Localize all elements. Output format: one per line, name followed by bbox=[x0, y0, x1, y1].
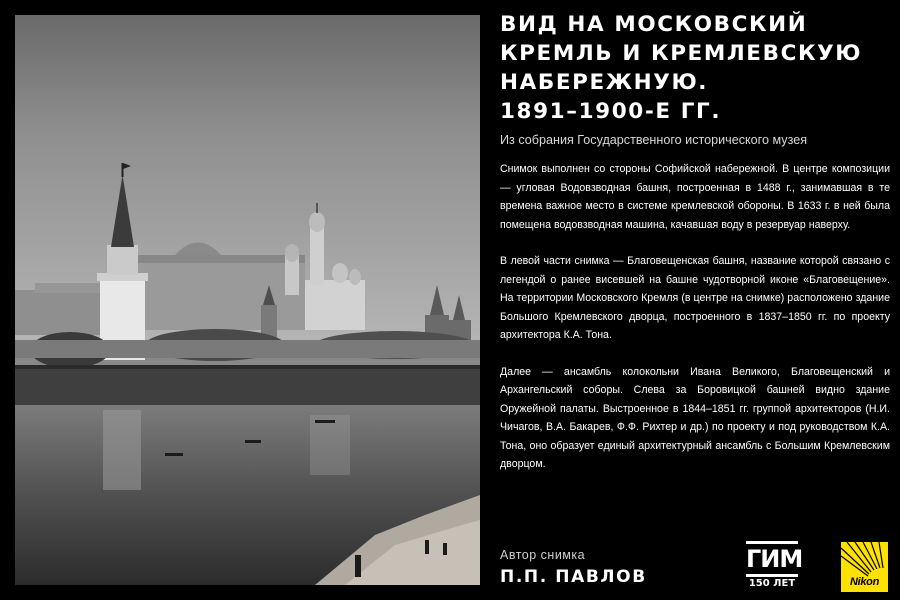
gim-logo-subtext: 150 ЛЕТ bbox=[748, 578, 796, 589]
nikon-logo-text: Nikon bbox=[849, 576, 880, 588]
title-line: ВИД НА МОСКОВСКИЙ bbox=[500, 12, 808, 37]
photo-author-label: Автор снимка bbox=[500, 548, 586, 562]
description-paragraph: В левой части снимка — Благовещенская башня, название которой связано с легендой о ранее висевшей на башне чудотворной иконе «Благовещение». На территории Московского Кремля (в центре на снимке) расположено здание Большого Кремлевского дворца, построенного в 1837–1850 гг. по проекту архитектора К.А. Тона. bbox=[500, 255, 890, 341]
photo-author-name: П.П. ПАВЛОВ bbox=[500, 567, 647, 587]
title-line: КРЕМЛЬ И КРЕМЛЕВСКУЮ bbox=[500, 41, 863, 66]
caption-panel bbox=[500, 10, 890, 590]
description-paragraph: Снимок выполнен со стороны Софийской набережной. В центре композиции — угловая Водовзводная башня, построенная в 1488 г., занимавшая в те времена важное место в системе кремлевской обороны. В 1633 г. в ней была помещена водовзводная машина, качавшая воду в резервуар наверху. bbox=[500, 163, 890, 231]
title-line: 1891–1900-Е ГГ. bbox=[500, 99, 722, 124]
title-line: НАБЕРЕЖНУЮ. bbox=[500, 70, 709, 95]
kremlin-photograph bbox=[15, 15, 480, 585]
gim-150-logo bbox=[746, 541, 803, 591]
kremlin-photo-illustration bbox=[15, 15, 480, 585]
gim-logo-text: ГИМ bbox=[746, 541, 798, 577]
exhibit-title bbox=[500, 10, 890, 126]
nikon-logo bbox=[841, 542, 888, 592]
collection-subtitle: Из собрания Государственного исторического музея bbox=[500, 133, 808, 147]
description-text bbox=[500, 160, 890, 474]
description-paragraph: Далее — ансамбль колокольни Ивана Великого, Благовещенский и Архангельский соборы. Слева за Боровицкой башней видно здание Оружейной палаты. Выстроенное в 1844–1851 гг. группой архитекторов (Н.И. Чичагов, В.А. Бакарев, Ф.Ф. Рихтер и др.) по проекту и под руководством К.А. Тона, оно образует единый архитектурный ансамбль с Большим Кремлевским дворцом. bbox=[500, 365, 890, 470]
